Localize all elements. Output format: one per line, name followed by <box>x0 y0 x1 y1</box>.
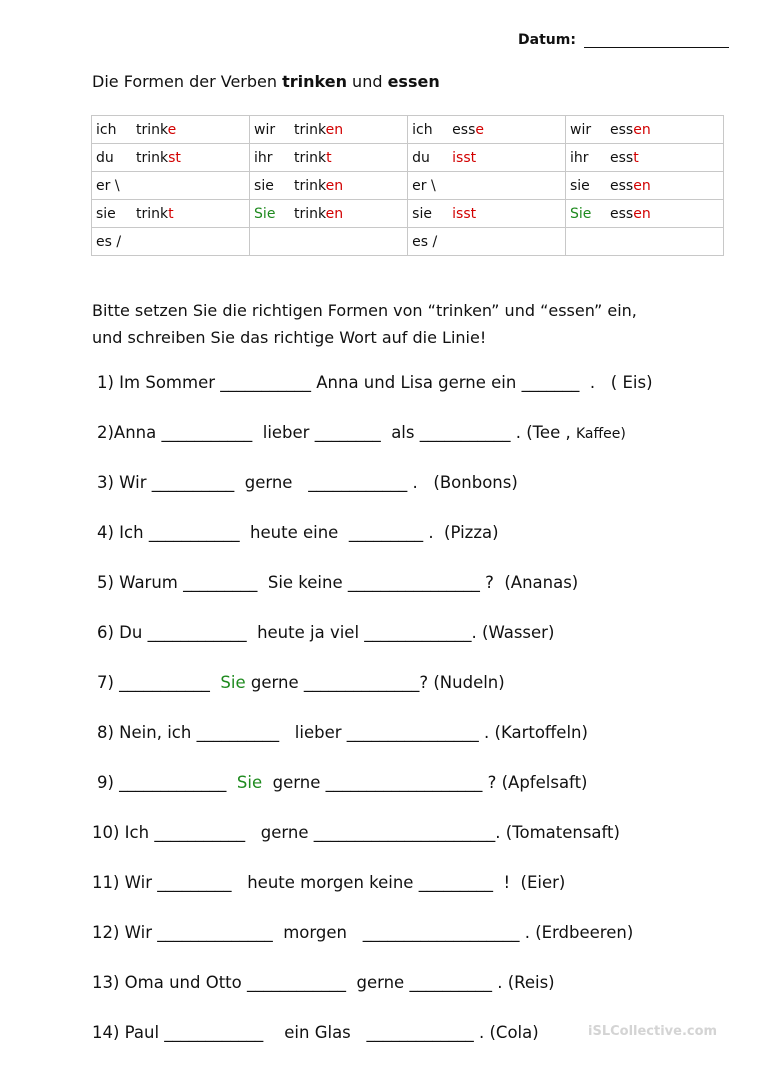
verb-ending: t <box>326 149 332 166</box>
table-cell <box>250 172 408 200</box>
verb-stem: ess <box>610 121 634 138</box>
table-cell <box>250 200 408 228</box>
verb-stem: trink <box>294 121 326 138</box>
instructions <box>92 297 637 351</box>
pronoun: ich <box>96 121 117 138</box>
date-field <box>518 32 729 48</box>
date-label: Datum: <box>518 32 576 48</box>
pronoun: Sie <box>254 205 276 222</box>
verb-ending: en <box>633 121 651 138</box>
table-cell <box>408 116 566 144</box>
verb-ending: en <box>633 177 651 194</box>
verb-ending: isst <box>452 205 477 222</box>
title-verb-trinken: trinken <box>282 72 347 91</box>
exercise-13: 13) Oma und Otto ____________ gerne __________ . (Reis) <box>92 973 555 992</box>
table-cell <box>250 116 408 144</box>
pronoun: Sie <box>570 205 592 222</box>
exercise-3: 3) Wir __________ gerne ____________ . (Bonbons) <box>97 473 518 492</box>
pronoun: wir <box>570 121 592 138</box>
exercise-4: 4) Ich ___________ heute eine _________ . (Pizza) <box>97 523 499 542</box>
table-cell <box>566 144 724 172</box>
table-row <box>92 172 724 200</box>
pronoun: es / <box>96 233 122 250</box>
exercise-6: 6) Du ____________ heute ja viel _____________. (Wasser) <box>97 623 555 642</box>
table-cell <box>408 144 566 172</box>
pronoun: ich <box>412 121 433 138</box>
table-cell <box>92 200 250 228</box>
table-row <box>92 144 724 172</box>
verb-ending: en <box>325 177 344 194</box>
verb-stem: ess <box>610 205 634 222</box>
exercise-7: 7) ___________ Sie gerne ______________? (Nudeln) <box>97 673 505 692</box>
pronoun: sie <box>412 205 432 222</box>
exercise-14: 14) Paul ____________ ein Glas _____________ . (Cola) <box>92 1023 539 1042</box>
verb-ending: en <box>325 121 344 138</box>
title-prefix: Die Formen der Verben <box>92 72 283 91</box>
table-cell <box>566 116 724 144</box>
verb-ending: en <box>325 205 344 222</box>
table-row <box>92 228 724 256</box>
pronoun: wir <box>254 121 276 138</box>
verb-ending: st <box>168 149 181 166</box>
exercise-10: 10) Ich ___________ gerne ______________________. (Tomatensaft) <box>92 823 620 842</box>
verb-stem: trink <box>294 205 326 222</box>
pronoun: ihr <box>254 149 273 166</box>
pronoun: er \ <box>96 177 120 194</box>
verb-stem: trink <box>136 205 169 222</box>
table-cell <box>92 228 250 256</box>
pronoun: ihr <box>570 149 589 166</box>
conjugation-table <box>91 115 724 256</box>
table-cell <box>408 228 566 256</box>
pronoun: du <box>412 149 430 166</box>
verb-stem: trink <box>136 149 169 166</box>
exercise-12: 12) Wir ______________ morgen ___________________ . (Erdbeeren) <box>92 923 634 942</box>
watermark: iSLCollective.com <box>588 1024 718 1039</box>
table-cell <box>566 172 724 200</box>
verb-stem: ess <box>452 121 476 138</box>
verb-ending: en <box>633 205 651 222</box>
verb-ending: t <box>633 149 639 166</box>
title-verb-essen: essen <box>387 72 440 91</box>
pronoun: sie <box>254 177 274 194</box>
table-cell <box>92 144 250 172</box>
exercise-1: 1) Im Sommer ___________ Anna und Lisa gerne ein _______ . ( Eis) <box>97 373 653 392</box>
table-cell <box>92 116 250 144</box>
exercise-8: 8) Nein, ich __________ lieber ________________ . (Kartoffeln) <box>97 723 588 742</box>
table-cell <box>566 200 724 228</box>
verb-ending: e <box>167 121 177 138</box>
verb-ending: t <box>168 205 174 222</box>
table-cell <box>408 200 566 228</box>
table-cell <box>250 144 408 172</box>
exercise-9: 9) _____________ Sie gerne ___________________ ? (Apfelsaft) <box>97 773 588 792</box>
title-mid: und <box>346 72 388 91</box>
pronoun: sie <box>570 177 590 194</box>
exercise-5: 5) Warum _________ Sie keine ________________ ? (Ananas) <box>97 573 579 592</box>
verb-stem: trink <box>294 177 326 194</box>
verb-stem: ess <box>610 149 634 166</box>
date-line[interactable] <box>584 33 729 48</box>
pronoun: du <box>96 149 114 166</box>
verb-stem: trink <box>136 121 168 138</box>
worksheet-title <box>92 72 440 91</box>
table-row <box>92 116 724 144</box>
table-cell <box>92 172 250 200</box>
verb-ending: isst <box>452 149 477 166</box>
pronoun: sie <box>96 205 116 222</box>
table-cell <box>566 228 724 256</box>
verb-stem: ess <box>610 177 634 194</box>
verb-stem: trink <box>294 149 327 166</box>
exercise-2: 2)Anna ___________ lieber ________ als ___________ . (Tee , Kaffee) <box>97 423 626 442</box>
table-cell <box>250 228 408 256</box>
instructions-line-2: und schreiben Sie das richtige Wort auf die Linie! <box>92 328 487 347</box>
pronoun: es / <box>412 233 438 250</box>
instructions-line-1: Bitte setzen Sie die richtigen Formen von “trinken” und “essen” ein, <box>92 301 637 320</box>
pronoun: er \ <box>412 177 436 194</box>
table-row <box>92 200 724 228</box>
table-cell <box>408 172 566 200</box>
exercise-11: 11) Wir _________ heute morgen keine _________ ! (Eier) <box>92 873 566 892</box>
verb-ending: e <box>475 121 484 138</box>
